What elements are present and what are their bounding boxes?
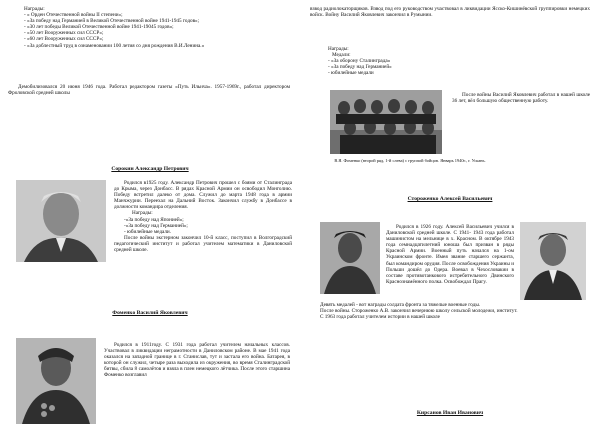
fomenko-awards xyxy=(328,46,448,76)
right-page xyxy=(300,0,600,424)
demob-text: Демобилизовался 20 июня 1946 года. Работал редактором газеты «Путь Ильича». 1957-1969г., работал директором Фроловской средней школы xyxy=(8,84,290,97)
fomenko-award-item: - «За оборону Сталинграда» xyxy=(328,58,391,65)
sorokin-award-item: -«За победу над Германией»; xyxy=(124,222,188,229)
sorokin-awards-title: Награды: xyxy=(132,210,153,217)
fomenko-portrait xyxy=(16,338,96,424)
award-item: - « Орден Отечественной войны II степени»; xyxy=(24,12,123,19)
award-item: - «30 лет победы Великой Отечественной войне 1941-19045 годов»; xyxy=(24,24,174,31)
storozhenko-p2: Девять медалей - вот награды солдата фронта за тяжелые военные годы. xyxy=(320,302,481,308)
fomenko-award-item: - юбилейные медали xyxy=(328,70,374,77)
storozhenko-bio: Родился в 1926 году. Алексей Васильевич учился в Даниловской средней школе. С 1941- 1943 года работал машинистом на мельнице в х. Красном. В октябре 1943 года семнадцатилетний юноша был призван в ряды Красной Армии. Военный путь начался на 1-ом Украинском фронте. Имея звание старшего сержанта, был командиром орудия. После освобождения Украины и Польши дошёл до Одера. Воевал в Чехословакии в составе противотанкового истребительного Двинского Краснознамённого полка. Освобождал Прагу. xyxy=(386,224,514,285)
sorokin-award-item: - юбилейные медали. xyxy=(124,228,172,235)
sorokin-name: Сорокин Александр Петрович xyxy=(111,166,189,172)
sorokin-after: После войны экстерном закончил 10-й класс, поступил в Волгоградский педагогический институт и работал учителем математики в Даниловской средней школе. xyxy=(114,234,292,254)
fomenko-awards-title: Награды: xyxy=(328,46,349,52)
awards-title: Награды: xyxy=(24,6,45,12)
kirsanov-name: Кирсанов Иван Иванович xyxy=(416,410,484,416)
fomenko-award-item: - «За победу над Германией» xyxy=(328,64,392,71)
group-photo xyxy=(330,90,442,154)
fomenko-bio: Родился в 1911году. С 1931 года работал учителем начальных классов. Участвовал в ликвидации неграмотности в Даниловском районе. В мае 1941 года оказался на западной границе в г. Станислав, тут и застала его война. Батарея, в которой он служил, четыре раза выходила из окружения, во время Сталинградской битвы, сбила 8 самолётов и взяла в плен немецкого лётчика. После этого старшина Фоменко возглавил xyxy=(104,342,290,379)
sorokin-bio: Родился в1925 году. Александр Петрович прошел с боями от Сталинграда до Крыма, через Донбасс. В рядах Красной Армии он освободил Монголию. Победу встретил далеко от дома. Служил до марта 1948 года в армии Манчжурии. Переехал на Дальний Восток. Закончил службу в Донбассе в должности командира отделения. xyxy=(114,180,292,211)
awards-block xyxy=(8,6,290,49)
sorokin-award-item: -«За победу над Японией»; xyxy=(124,216,184,223)
fomenko-medals-title: Медали: xyxy=(332,52,351,59)
award-item: - «За победу над Германией в Великой Отечественной войне 1941-1945 годов»; xyxy=(24,18,200,25)
storozhenko-young-portrait xyxy=(320,222,380,294)
award-item: - «60 лет Вооруженных сил СССР»; xyxy=(24,36,104,43)
sorokin-bio-block xyxy=(114,180,292,253)
storozhenko-old-portrait xyxy=(520,222,586,300)
fomenko-after-war: После войны Василий Яковлевич работал в нашей школе 36 лет, вёл большую общественную работу. xyxy=(452,92,590,105)
award-item: - «50 лет Вооруженных сил СССР»; xyxy=(24,30,104,37)
storozhenko-name: Стороженко Алексей Васильевич xyxy=(407,196,493,202)
fomenko-name: Фоменко Василий Яковлевич xyxy=(112,310,188,316)
storozhenko-more xyxy=(310,302,590,320)
storozhenko-p3: После войны. Стороженко А.В. закончил вечернюю школу сельской молодежи, институт. xyxy=(320,308,518,315)
storozhenko-p4: С 1963 года работал учителем истории в нашей школе xyxy=(320,314,440,321)
group-photo-caption: В.Я. Фоменко (второй ряд, 1-й слева) с группой бойцов. Январь 1940г., г. Ускань. xyxy=(334,158,486,163)
fomenko-cont: взвод радиолокаторщиков. Взвод под его руководством участвовал в ликвидации Ясско-Кишинёвской группировки немецких войск. Войну Василий Яковлевич закончил в Румынии. xyxy=(310,6,590,19)
award-item: - «За доблестный труд в ознаменовании 100 летия со дня рождения В.И.Ленина.» xyxy=(24,42,205,49)
sorokin-portrait xyxy=(16,180,106,262)
